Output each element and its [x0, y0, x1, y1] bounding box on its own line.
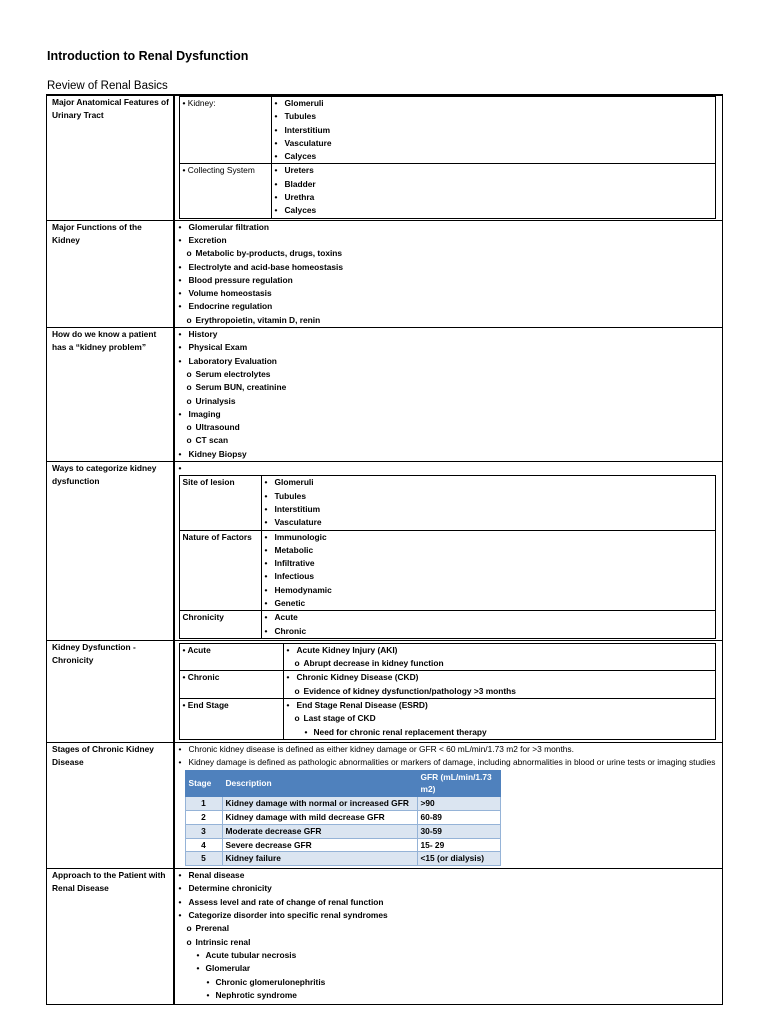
table-row — [185, 810, 500, 824]
table-cell: 30-59 — [417, 824, 500, 838]
list-item: o Evidence of kidney dysfunction/pathology >3 months — [294, 685, 516, 696]
row-label: How do we know a patient has a “kidney problem” — [47, 328, 174, 462]
list-item: • Assess level and rate of change of renal function — [178, 896, 384, 907]
table-row: • Collecting System • Ureters • Bladder • Urethra • Calyces — [179, 164, 715, 218]
list-item: • Acute — [264, 612, 298, 623]
list-item: • Acute Kidney Injury (AKI) — [286, 644, 398, 655]
cell-label: Nature of Factors — [179, 530, 261, 611]
table-cell: 60-89 — [417, 810, 500, 824]
table-row — [185, 838, 500, 852]
table-row: • Chronic • Chronic Kidney Disease (CKD) o Evidence of kidney dysfunction/pathology >3 months — [179, 671, 715, 699]
know-list — [179, 328, 720, 461]
table-cell: 15- 29 — [417, 838, 500, 852]
table-cell: >90 — [417, 797, 500, 811]
cell-label: Chronic — [187, 672, 220, 683]
list-item: • Endocrine regulation — [178, 301, 273, 312]
table-row — [179, 611, 715, 639]
chronicity-detail — [287, 644, 712, 671]
table-row — [185, 797, 500, 811]
table-cell: 3 — [185, 824, 222, 838]
approach-list — [179, 869, 720, 1002]
list-item: • Excretion — [178, 234, 227, 245]
table-cell: <15 (or dialysis) — [417, 852, 500, 866]
row-label: Major Anatomical Features of Urinary Tract — [47, 95, 174, 220]
table-cell: 2 — [185, 810, 222, 824]
kidney-list — [275, 97, 712, 163]
list-item: • Glomeruli — [274, 98, 324, 108]
list-item: o Prerenal — [186, 923, 230, 934]
list-item: • Hemodynamic — [264, 584, 332, 595]
list-item: o Abrupt decrease in kidney function — [294, 658, 444, 669]
column-header: Description — [222, 770, 417, 797]
list-item: • Laboratory Evaluation — [178, 355, 277, 366]
cell-label: Kidney: — [187, 98, 216, 108]
list-item: • Renal disease — [178, 870, 245, 881]
table-row — [47, 95, 723, 220]
cell-label: Site of lesion — [179, 476, 261, 530]
list-item: • Chronic — [264, 625, 307, 636]
list-item: • Urethra — [274, 192, 315, 203]
row-label: Stages of Chronic Kidney Disease — [47, 742, 174, 868]
table-row — [47, 742, 723, 868]
table-row — [185, 852, 500, 866]
list-item: • Kidney Biopsy — [178, 448, 247, 459]
list-item: • History — [178, 329, 218, 340]
list-item: • Chronic Kidney Disease (CKD) — [286, 672, 419, 683]
list-item: • Infiltrative — [264, 558, 315, 569]
table-row: • End Stage • End Stage Renal Disease (ESRD) o Last stage of CKD • Need for chronic renal replacement therapy — [179, 699, 715, 740]
list-item: • Interstitium — [274, 124, 331, 135]
section-subtitle: Review of Renal Basics — [47, 80, 168, 92]
list-item: o Serum electrolytes — [186, 368, 271, 379]
list-item: • Calyces — [274, 205, 317, 216]
ckd-stages-table — [185, 770, 501, 867]
table-cell: 5 — [185, 852, 222, 866]
renal-basics-table — [46, 94, 723, 1005]
list-item: • Genetic — [264, 597, 306, 608]
list-item: • Blood pressure regulation — [178, 274, 293, 285]
chronicity-detail — [287, 699, 712, 739]
list-item: • Acute tubular necrosis — [196, 949, 297, 960]
list-item: o Serum BUN, creatinine — [186, 382, 287, 393]
list-item: o Urinalysis — [186, 395, 236, 406]
cell-label: Chronicity — [179, 611, 261, 639]
table-row: • Acute • Acute Kidney Injury (AKI) o Abrupt decrease in kidney function — [179, 643, 715, 671]
table-cell: 1 — [185, 797, 222, 811]
functions-list — [179, 221, 720, 327]
empty-bullet: • — [178, 463, 182, 474]
list-item: • Tubules — [274, 111, 316, 122]
list-item: • Imaging — [178, 408, 221, 419]
table-cell: Severe decrease GFR — [222, 838, 417, 852]
table-row — [179, 530, 715, 611]
collecting-list — [275, 164, 712, 217]
list-item: • Immunologic — [264, 531, 327, 542]
list-item: • Nephrotic syndrome — [206, 989, 297, 1000]
cell-label: Acute — [187, 644, 211, 655]
list-item: • Electrolyte and acid-base homeostasis — [178, 261, 344, 272]
list-item: • Interstitium — [264, 503, 321, 514]
list-item: o Intrinsic renal — [186, 936, 251, 947]
list-item: • Physical Exam — [178, 342, 248, 353]
list-item: • Infectious — [264, 571, 315, 582]
list-item: • End Stage Renal Disease (ESRD) — [286, 700, 428, 711]
table-header-row — [185, 770, 500, 797]
table-cell: Moderate decrease GFR — [222, 824, 417, 838]
list-item: • Glomeruli — [264, 477, 314, 488]
list-item: • Categorize disorder into specific renal syndromes — [178, 910, 388, 921]
list-item: • Kidney damage is defined as pathologic abnormalities or markers of damage, including abnormalities in blood or urine tests or imaging studies — [178, 757, 716, 768]
list-item: • Vasculature — [274, 137, 332, 148]
cell-label: End Stage — [187, 700, 229, 711]
list-item: • Metabolic — [264, 544, 314, 555]
column-header: GFR (mL/min/1.73 m2) — [417, 770, 500, 797]
anatomy-subtable — [179, 96, 716, 219]
list-item: • Vasculature — [264, 517, 322, 528]
list-item: • Chronic glomerulonephritis — [206, 976, 326, 987]
list-item: • Need for chronic renal replacement therapy — [304, 726, 487, 737]
list-item: o Last stage of CKD — [294, 713, 376, 724]
chronicity-subtable — [179, 643, 716, 740]
list-item: • Volume homeostasis — [178, 288, 272, 299]
table-row: • Kidney: • Glomeruli • Tubules • Interstitium • Vasculature • Calyces — [179, 97, 715, 164]
table-cell: Kidney damage with mild decrease GFR — [222, 810, 417, 824]
chronicity-detail — [287, 671, 712, 698]
site-list — [265, 476, 712, 529]
nature-list — [265, 531, 712, 611]
list-item: • Calyces — [274, 151, 317, 162]
list-item: • Chronic kidney disease is defined as either kidney damage or GFR < 60 mL/min/1.73 m2 for >3 months. — [178, 743, 574, 754]
row-label: Ways to categorize kidney dysfunction — [47, 462, 174, 641]
table-cell: Kidney failure — [222, 852, 417, 866]
list-item: • Ureters — [274, 165, 314, 176]
chronicity-list — [265, 611, 712, 638]
list-item: o Erythropoietin, vitamin D, renin — [186, 314, 321, 325]
list-item: o Ultrasound — [186, 422, 240, 433]
column-header: Stage — [185, 770, 222, 797]
document-title: Introduction to Renal Dysfunction — [47, 49, 249, 63]
table-cell: Kidney damage with normal or increased GFR — [222, 797, 417, 811]
table-row — [47, 220, 723, 327]
cell-label: Collecting System — [187, 165, 255, 176]
table-row — [47, 869, 723, 1005]
list-item: • Tubules — [264, 490, 306, 501]
table-row — [47, 328, 723, 462]
table-row — [47, 462, 723, 641]
table-row — [185, 824, 500, 838]
categorize-subtable — [179, 475, 716, 639]
list-item: • Bladder — [274, 178, 316, 189]
row-label: Kidney Dysfunction - Chronicity — [47, 640, 174, 742]
table-cell: 4 — [185, 838, 222, 852]
list-item: • Determine chronicity — [178, 883, 272, 894]
list-item: o CT scan — [186, 435, 229, 446]
list-item: • Glomerular — [196, 963, 251, 974]
list-item: • Glomerular filtration — [178, 221, 270, 232]
table-row — [179, 476, 715, 530]
list-item: o Metabolic by-products, drugs, toxins — [186, 248, 343, 259]
row-label: Approach to the Patient with Renal Disease — [47, 869, 174, 1005]
table-row — [47, 640, 723, 742]
stages-definitions — [179, 743, 720, 770]
row-label: Major Functions of the Kidney — [47, 220, 174, 327]
